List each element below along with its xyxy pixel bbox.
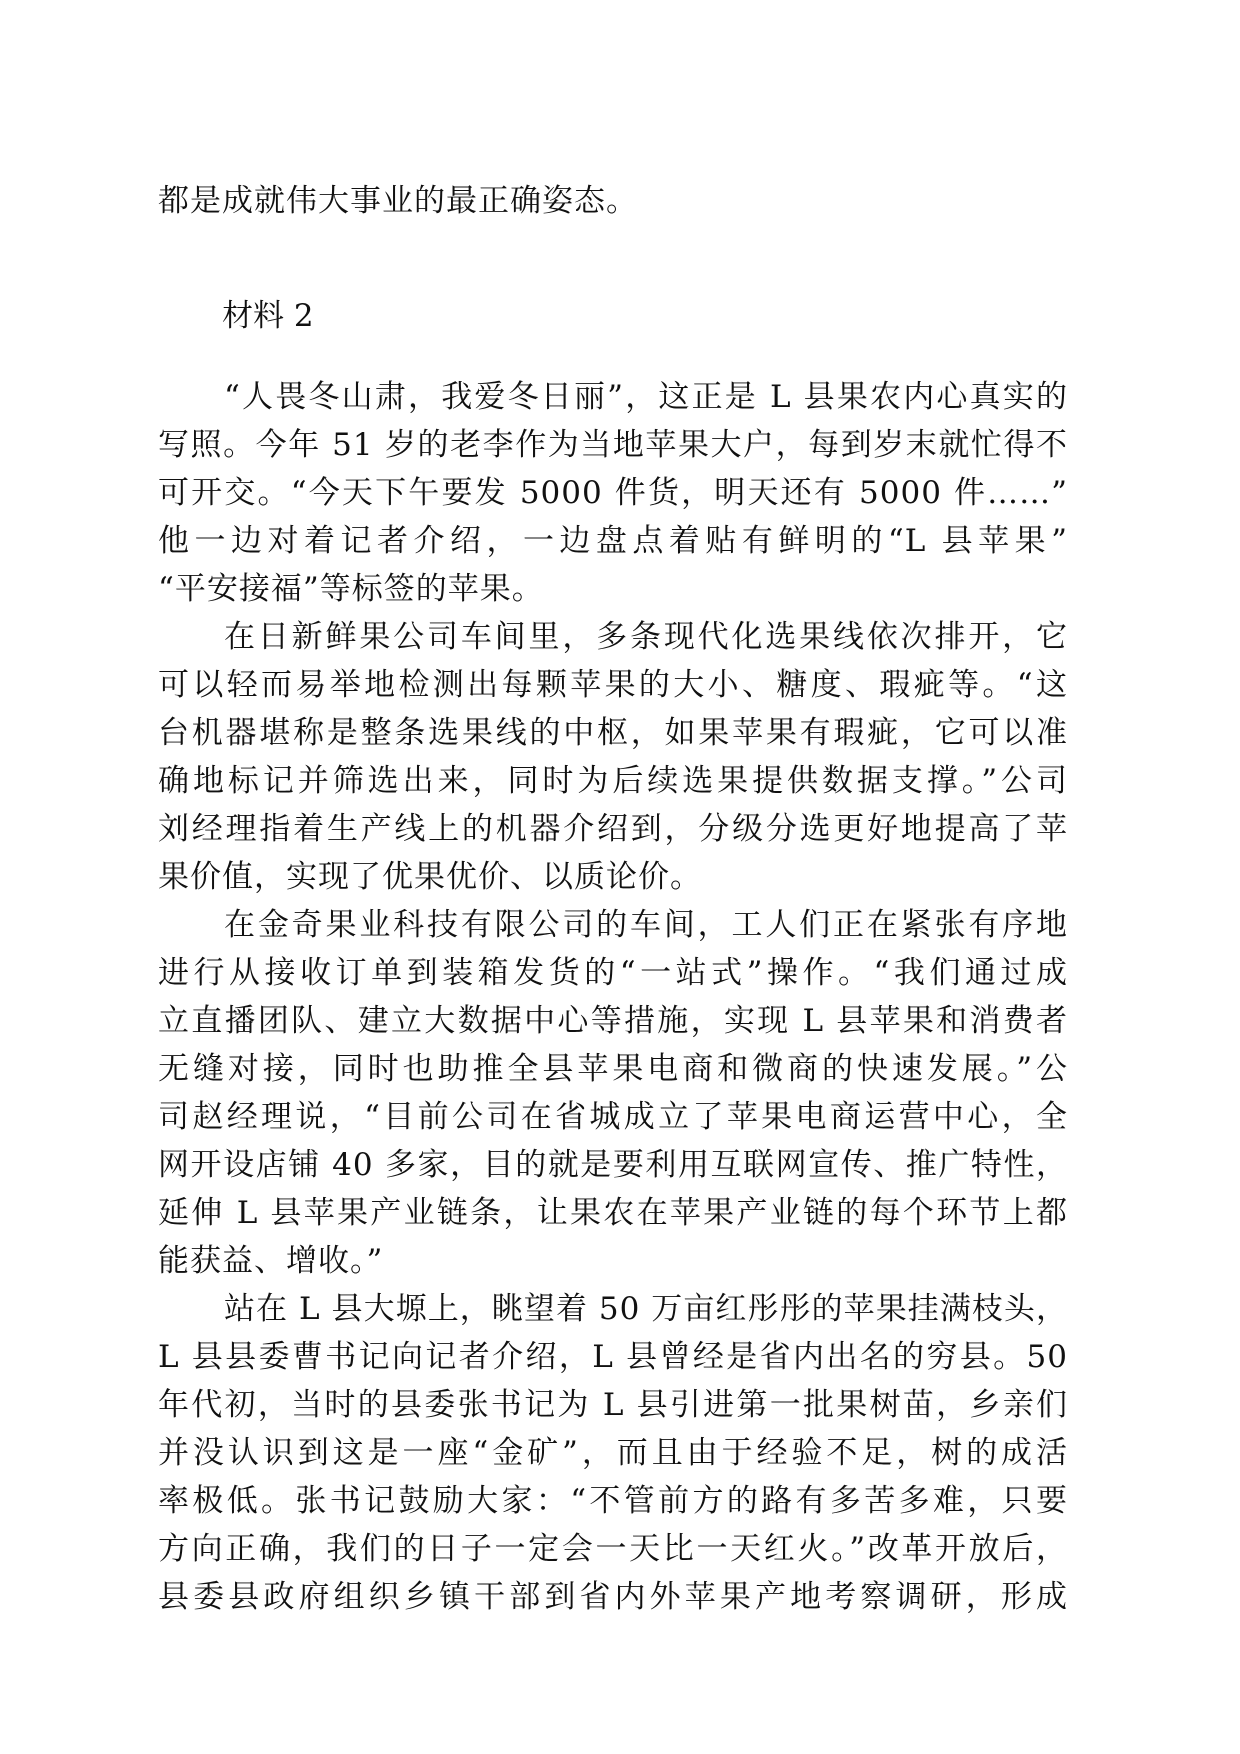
paragraph-line: 进行从接收订单到装箱发货的“一站式”操作。“我们通过成 bbox=[158, 955, 1068, 991]
paragraph-line: 刘经理指着生产线上的机器介绍到，分级分选更好地提高了苹 bbox=[158, 811, 1068, 847]
paragraph-line: 率极低。张书记鼓励大家：“不管前方的路有多苦多难，只要 bbox=[158, 1483, 1068, 1519]
paragraph-2 bbox=[158, 613, 1068, 901]
intro-paragraph bbox=[158, 177, 1068, 225]
paragraph-line: 县委县政府组织乡镇干部到省内外苹果产地考察调研，形成 bbox=[158, 1579, 1068, 1615]
paragraph-line: 延伸 L 县苹果产业链条，让果农在苹果产业链的每个环节上都 bbox=[158, 1195, 1068, 1231]
paragraph-line: 在金奇果业科技有限公司的车间，工人们正在紧张有序地 bbox=[224, 907, 1068, 943]
section-heading: 材料 2 bbox=[222, 298, 314, 334]
paragraph-line: 方向正确，我们的日子一定会一天比一天红火。”改革开放后， bbox=[158, 1531, 1068, 1567]
paragraph-line: 能获益、增收。” bbox=[158, 1243, 384, 1279]
paragraph-line: 在日新鲜果公司车间里，多条现代化选果线依次排开，它 bbox=[224, 619, 1068, 655]
paragraph-3 bbox=[158, 901, 1068, 1285]
paragraph-line: 无缝对接，同时也助推全县苹果电商和微商的快速发展。”公 bbox=[158, 1051, 1068, 1087]
paragraph-line: “人畏冬山肃，我爱冬日丽”，这正是 L 县果农内心真实的 bbox=[224, 379, 1068, 415]
paragraph-line: 司赵经理说，“目前公司在省城成立了苹果电商运营中心，全 bbox=[158, 1099, 1068, 1135]
paragraph-line: 他一边对着记者介绍，一边盘点着贴有鲜明的“L 县苹果” bbox=[158, 523, 1068, 559]
paragraph-line: 确地标记并筛选出来，同时为后续选果提供数据支撑。”公司 bbox=[158, 763, 1068, 799]
paragraph-4 bbox=[158, 1285, 1068, 1621]
paragraph-line: L 县县委曹书记向记者介绍，L 县曾经是省内出名的穷县。50 bbox=[158, 1339, 1068, 1375]
intro-line: 都是成就伟大事业的最正确姿态。 bbox=[158, 183, 638, 219]
paragraph-line: 站在 L 县大塬上，眺望着 50 万亩红彤彤的苹果挂满枝头， bbox=[224, 1291, 1068, 1327]
paragraph-line: 写照。今年 51 岁的老李作为当地苹果大户，每到岁末就忙得不 bbox=[158, 427, 1068, 463]
paragraph-line: 网开设店铺 40 多家，目的就是要利用互联网宣传、推广特性， bbox=[158, 1147, 1068, 1183]
paragraph-line: 可以轻而易举地检测出每颗苹果的大小、糖度、瑕疵等。“这 bbox=[158, 667, 1068, 703]
paragraph-1 bbox=[158, 373, 1068, 613]
paragraph-line: 立直播团队、建立大数据中心等措施，实现 L 县苹果和消费者 bbox=[158, 1003, 1068, 1039]
paragraph-line: 果价值，实现了优果优价、以质论价。 bbox=[158, 859, 702, 895]
paragraph-line: 并没认识到这是一座“金矿”，而且由于经验不足，树的成活 bbox=[158, 1435, 1068, 1471]
paragraph-line: 年代初，当时的县委张书记为 L 县引进第一批果树苗，乡亲们 bbox=[158, 1387, 1068, 1423]
paragraph-line: 台机器堪称是整条选果线的中枢，如果苹果有瑕疵，它可以准 bbox=[158, 715, 1068, 751]
paragraph-line: “平安接福”等标签的苹果。 bbox=[158, 571, 544, 607]
paragraph-line: 可开交。“今天下午要发 5000 件货，明天还有 5000 件……” bbox=[158, 475, 1068, 511]
